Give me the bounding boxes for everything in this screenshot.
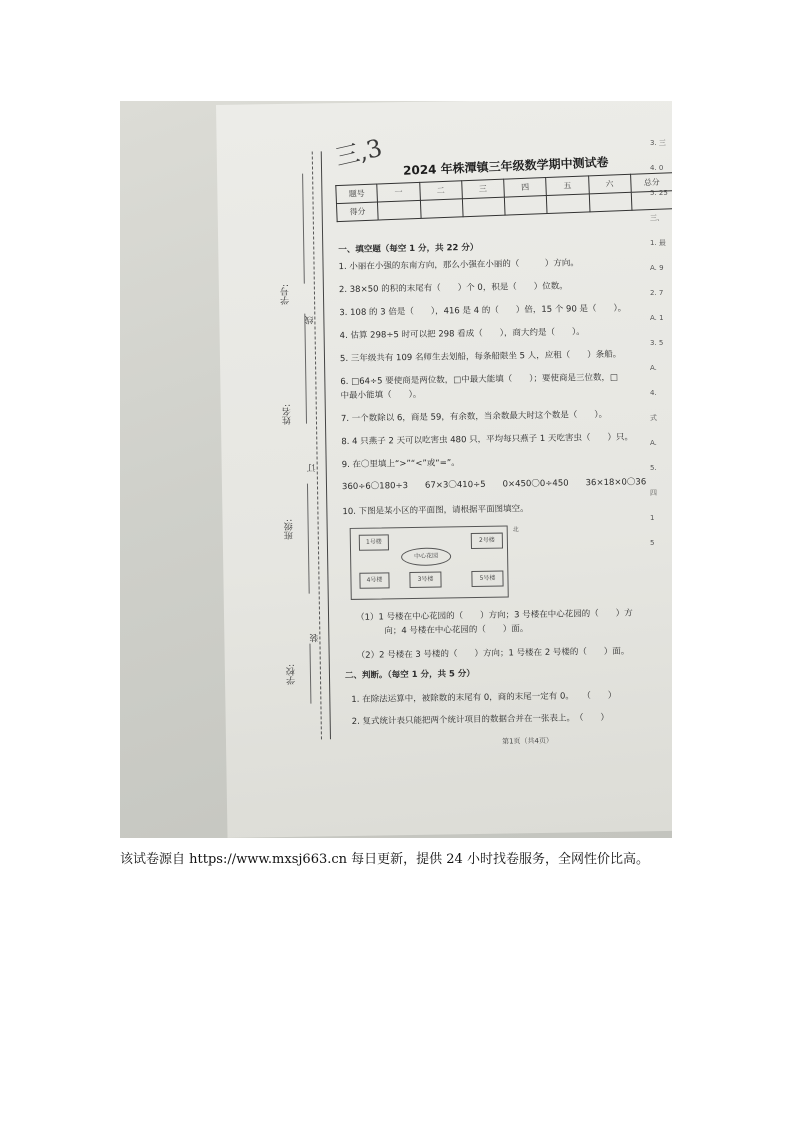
question-2: 2. 38×50 的积的末尾有（ ）个 0，积是（ ）位数。 bbox=[338, 281, 568, 296]
binding-solid-line bbox=[321, 151, 331, 739]
question-6-continued: 中最小能填（ ）。 bbox=[340, 389, 422, 402]
student-id-line bbox=[302, 174, 305, 284]
central-garden: 中心花园 bbox=[401, 547, 451, 566]
name-label: 姓名: bbox=[282, 403, 294, 426]
binding-mark-ding: 订 bbox=[307, 463, 318, 473]
question-10-part1: （1）1 号楼在中心花园的（ ）方向；3 号楼在中心花园的（ ）方 bbox=[355, 608, 633, 623]
question-10-part1-continued: 向；4 号楼在中心花园的（ ）面。 bbox=[384, 624, 529, 637]
class-label: 班级: bbox=[284, 518, 295, 541]
score-header-cell: 一 bbox=[377, 182, 420, 202]
exam-paper bbox=[216, 101, 672, 838]
question-9-items: 360÷6〇180÷3 67×3〇410÷5 0×450〇0÷450 36×18×0〇36 bbox=[341, 477, 647, 493]
score-table bbox=[335, 172, 672, 222]
score-cell bbox=[589, 192, 632, 212]
edge-text: 2. 7 bbox=[650, 289, 664, 297]
score-cell bbox=[547, 194, 590, 214]
edge-text: 三、 bbox=[650, 214, 664, 222]
score-cell bbox=[504, 196, 547, 216]
source-caption: 该试卷源自 https://www.mxsj663.cn 每日更新，提供 24 小时找卷服务，全网性价比高。 bbox=[120, 852, 649, 867]
score-header-cell: 总分 bbox=[630, 173, 672, 193]
score-header-cell: 题号 bbox=[336, 184, 378, 204]
building-4: 4号楼 bbox=[359, 572, 389, 588]
binding-dashed-line bbox=[312, 151, 322, 739]
handwritten-mark: 三,3 bbox=[332, 133, 385, 172]
score-header-cell: 六 bbox=[588, 174, 631, 194]
page-number: 第1页（共4页） bbox=[501, 736, 554, 746]
score-cell bbox=[462, 197, 505, 217]
edge-text: 5 bbox=[650, 539, 655, 547]
binding-mark-zhuang: 装 bbox=[310, 633, 321, 643]
question-5: 5. 三年级共有 109 名师生去划船，每条船限坐 5 人，应租（ ）条船。 bbox=[339, 349, 622, 365]
edge-text: 3. 三 bbox=[650, 139, 666, 147]
edge-text: 5. 25 bbox=[650, 189, 668, 197]
binding-mark-xian: 线 bbox=[305, 315, 316, 325]
building-3: 3号楼 bbox=[409, 572, 441, 589]
question-3: 3. 108 的 3 倍是（ ），416 是 4 的（ ）倍，15 个 90 是（ ）。 bbox=[339, 303, 627, 319]
building-2: 2号楼 bbox=[471, 533, 503, 550]
north-label: 北 bbox=[512, 526, 519, 534]
score-cell bbox=[378, 200, 421, 220]
score-header-cell: 五 bbox=[546, 176, 589, 196]
school-line bbox=[309, 644, 311, 704]
class-line bbox=[307, 484, 310, 594]
score-cell bbox=[420, 199, 463, 219]
score-header-cell: 四 bbox=[504, 178, 547, 198]
student-id-label: 学号: bbox=[280, 283, 292, 306]
judgement-2: 2. 复式统计表只能把两个统计项目的数据合并在一张表上。 （ ） bbox=[351, 712, 610, 727]
edge-text: 式 bbox=[650, 414, 657, 422]
question-1: 1. 小丽在小强的东南方向，那么小强在小丽的（ ）方向。 bbox=[338, 258, 579, 273]
edge-text: 四 bbox=[650, 489, 657, 497]
score-row-label: 得分 bbox=[336, 202, 378, 222]
edge-text: A. bbox=[650, 439, 657, 447]
edge-text: A. 1 bbox=[650, 314, 664, 322]
score-header-cell: 三 bbox=[461, 179, 504, 199]
edge-text: A. 9 bbox=[650, 264, 664, 272]
question-10: 10. 下图是某小区的平面图，请根据平面图填空。 bbox=[342, 504, 529, 518]
question-7: 7. 一个数除以 6，商是 59，有余数，当余数最大时这个数是（ ）。 bbox=[340, 409, 608, 425]
name-line bbox=[304, 314, 307, 424]
section1-heading: 一、填空题（每空 1 分，共 22 分） bbox=[338, 242, 479, 256]
question-8: 8. 4 只燕子 2 天可以吃害虫 480 只，平均每只燕子 1 天吃害虫（ ）只。 bbox=[341, 432, 634, 448]
section2-heading: 二、判断。（每空 1 分，共 5 分） bbox=[344, 669, 475, 682]
edge-text: A. bbox=[650, 364, 657, 372]
neighborhood-map bbox=[350, 525, 519, 599]
edge-text: 1. 最 bbox=[650, 239, 666, 247]
edge-text: 3. 5 bbox=[650, 339, 664, 347]
edge-text: 1 bbox=[650, 514, 655, 522]
edge-text: 4. bbox=[650, 389, 657, 397]
edge-text: 5. bbox=[650, 464, 657, 472]
judgement-1: 1. 在除法运算中，被除数的末尾有 0，商的末尾一定有 0。 （ ） bbox=[351, 690, 617, 705]
question-6: 6. □64÷5 要使商是两位数，□中最大能填（ ）；要使商是三位数，□ bbox=[340, 372, 619, 388]
next-page-edge bbox=[650, 131, 672, 691]
question-9: 9. 在〇里填上“>”“<”或“=”。 bbox=[341, 458, 460, 471]
school-label: 学校: bbox=[286, 663, 298, 686]
score-header-cell: 二 bbox=[419, 181, 462, 201]
edge-text: 4. 0 bbox=[650, 164, 664, 172]
question-10-part2: （2）2 号楼在 3 号楼的（ ）方向；1 号楼在 2 号楼的（ ）面。 bbox=[356, 646, 630, 661]
exam-photo bbox=[120, 101, 672, 838]
exam-title: 2024 年株潭镇三年级数学期中测试卷 bbox=[402, 155, 609, 178]
building-5: 5号楼 bbox=[471, 571, 503, 588]
question-4: 4. 估算 298÷5 时可以把 298 看成（ ），商大约是（ ）。 bbox=[339, 327, 585, 342]
building-1: 1号楼 bbox=[359, 534, 389, 550]
